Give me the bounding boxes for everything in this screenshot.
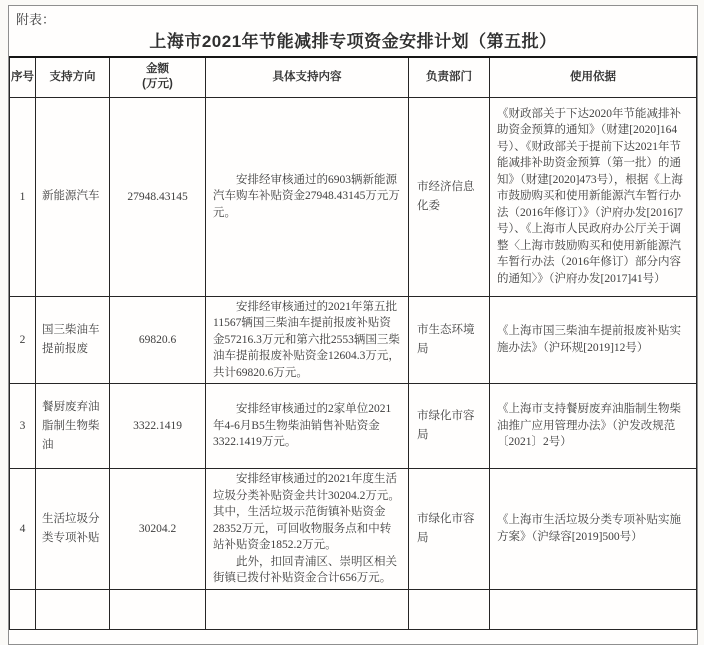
cell-department: 市绿化市容局 (409, 384, 490, 469)
table-row (10, 384, 697, 469)
header-cell-department: 负责部门 (409, 57, 490, 97)
cell-no: 1 (10, 97, 36, 296)
table-row (10, 469, 697, 590)
cell-basis: 《上海市国三柴油车提前报废补贴实施办法》（沪环规[2019]12号） (490, 296, 697, 384)
cell-amount: 69820.6 (110, 296, 206, 384)
header-amount-label: 金额 (146, 63, 169, 76)
header-amount-unit: (万元) (142, 78, 173, 91)
cell-content (206, 589, 409, 629)
cell-amount: 27948.43145 (110, 97, 206, 296)
cell-amount: 30204.2 (110, 469, 206, 590)
table-row-partial (10, 589, 697, 629)
cell-no (10, 589, 36, 629)
table-row (10, 296, 697, 384)
cell-no: 3 (10, 384, 36, 469)
content-paragraph: 安排经审核通过的2家单位2021年4-6月B5生物柴油销售补贴资金3322.1419万元。 (213, 403, 392, 449)
document-frame (8, 5, 698, 645)
cell-department (409, 589, 490, 629)
page-title: 上海市2021年节能减排专项资金安排计划（第五批） (149, 32, 557, 51)
cell-direction: 生活垃圾分类专项补贴 (36, 469, 110, 590)
appendix-label: 附表： (16, 12, 56, 27)
header-cell-content: 具体支持内容 (206, 57, 409, 97)
cell-department: 市绿化市容局 (409, 469, 490, 590)
cell-amount (110, 589, 206, 629)
cell-direction: 国三柴油车提前报废 (36, 296, 110, 384)
header-row (10, 57, 697, 97)
header-cell-direction: 支持方向 (36, 57, 110, 97)
content-paragraph: 安排经审核通过的2021年第五批11567辆国三柴油车提前报废补贴资金57216.3万元和第六批2553辆国三柴油车提前报废补贴资金12604.3万元，共计69820.6万元。 (213, 300, 400, 379)
cell-basis: 《上海市支持餐厨废弃油脂制生物柴油推广应用管理办法》（沪发改规范〔2021〕2号） (490, 384, 697, 469)
cell-direction: 餐厨废弃油脂制生物柴油 (36, 384, 110, 469)
cell-department: 市经济信息化委 (409, 97, 490, 296)
cell-department: 市生态环境局 (409, 296, 490, 384)
content-paragraph: 安排经审核通过的6903辆新能源汽车购车补贴资金27948.43145万元万元。 (213, 173, 400, 219)
cell-no: 2 (10, 296, 36, 384)
table-row (10, 97, 697, 296)
cell-basis: 《财政部关于下达2020年节能减排补助资金预算的通知》（财建[2020]164号）、《财政部关于提前下达2021年节能减排补助资金预算（第一批）的通知》（财建[2020]473号），根据《上海市鼓励购买和使用新能源汽车暂行办法（2016年修订）》（沪府办发[2016]7号）、《上海市人民政府办公厅关于调整〈上海市鼓励购买和使用新能源汽车暂行办法（2016年修订）部分内容的通知〉》（沪府办发[2017]41号） (490, 97, 697, 296)
cell-direction: 新能源汽车 (36, 97, 110, 296)
cell-content (206, 469, 409, 590)
cell-basis (490, 589, 697, 629)
cell-content (206, 97, 409, 296)
content-paragraph: 此外，扣回青浦区、崇明区相关街镇已拨付补贴资金合计656万元。 (213, 555, 397, 584)
header-cell-no: 序号 (10, 57, 36, 97)
cell-content (206, 384, 409, 469)
header-cell-amount (110, 57, 206, 97)
header-cell-basis: 使用依据 (490, 57, 697, 97)
funding-table (9, 56, 697, 630)
cell-direction (36, 589, 110, 629)
cell-amount: 3322.1419 (110, 384, 206, 469)
cell-content (206, 296, 409, 384)
cell-no: 4 (10, 469, 36, 590)
content-paragraph: 安排经审核通过的2021年度生活垃圾分类补贴资金共计30204.2万元。其中，生活垃圾示范街镇补贴资金28352万元，可回收物服务点和中转站补贴资金1852.2万元。 (213, 473, 400, 551)
cell-basis: 《上海市生活垃圾分类专项补贴实施方案》（沪绿容[2019]500号） (490, 469, 697, 590)
